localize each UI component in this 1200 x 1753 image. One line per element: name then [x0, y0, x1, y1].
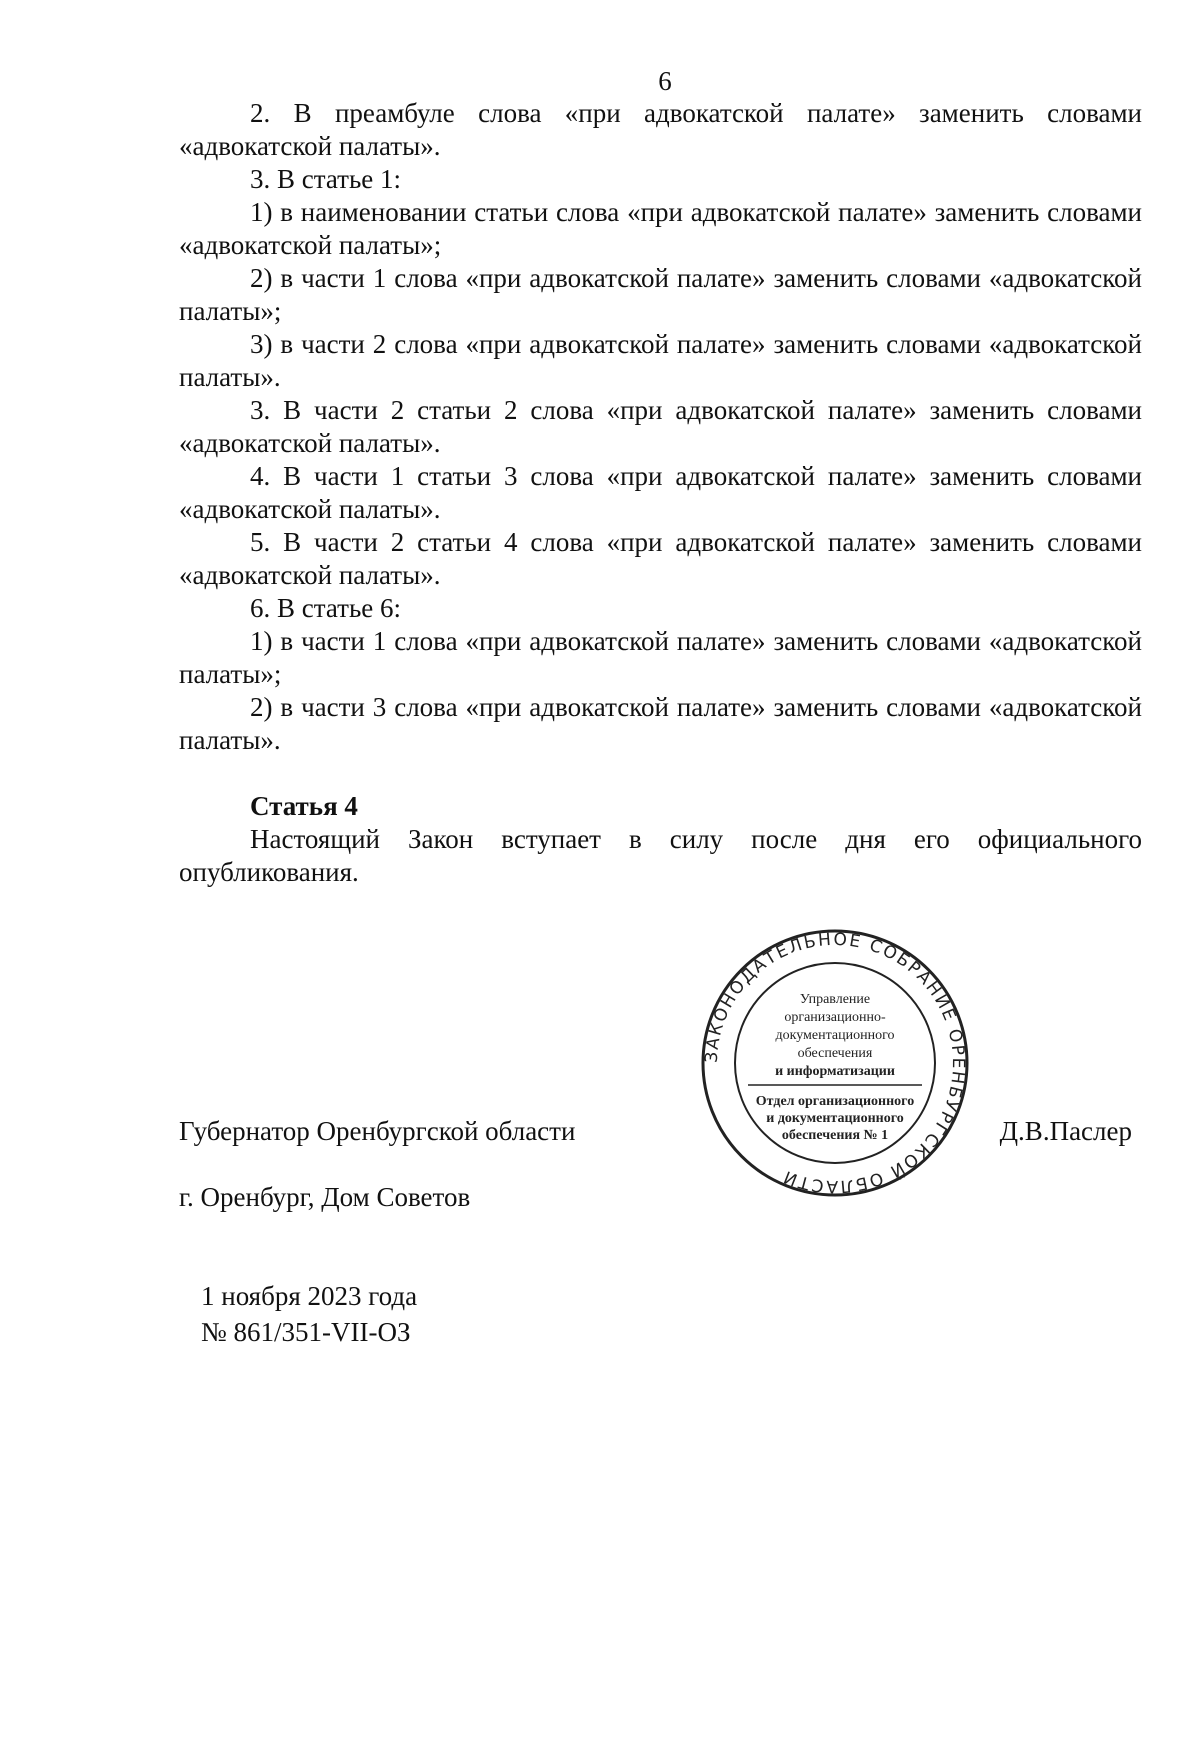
- paragraph: 3. В статье 1:: [250, 164, 402, 194]
- document-body: [179, 97, 1142, 889]
- seal-line: документационного: [775, 1028, 895, 1043]
- seal-line: и документационного: [766, 1111, 904, 1126]
- seal-ring-text: ЗАКОНОДАТЕЛЬНОЕ СОБРАНИЕ ОРЕНБУРГСКОЙ ОБЛАСТИ: [701, 929, 969, 1197]
- paragraph: 3) в части 2 слова «при адвокатской палате» заменить словами «адвокатской палаты».: [179, 329, 1142, 392]
- paragraph: 1) в части 1 слова «при адвокатской палате» заменить словами «адвокатской палаты»;: [179, 626, 1142, 689]
- paragraph: 3. В части 2 статьи 2 слова «при адвокатской палате» заменить словами «адвокатской палаты».: [179, 395, 1142, 458]
- paragraph: 1) в наименовании статьи слова «при адвокатской палате» заменить словами «адвокатской палаты»;: [179, 197, 1142, 260]
- paragraph: 4. В части 1 статьи 3 слова «при адвокатской палате» заменить словами «адвокатской палаты».: [179, 461, 1142, 524]
- signing-place: г. Оренбург, Дом Советов: [179, 1182, 471, 1212]
- paragraph: 6. В статье 6:: [250, 593, 402, 623]
- article-heading: Статья 4: [250, 791, 358, 821]
- paragraph: 2) в части 1 слова «при адвокатской палате» заменить словами «адвокатской палаты»;: [179, 263, 1142, 326]
- paragraph: 2. В преамбуле слова «при адвокатской палате» заменить словами «адвокатской палаты».: [179, 98, 1142, 161]
- paragraph: 2) в части 3 слова «при адвокатской палате» заменить словами «адвокатской палаты».: [179, 692, 1142, 755]
- seal-line: Управление: [799, 992, 871, 1007]
- seal-line: Отдел организационного: [755, 1094, 915, 1109]
- seal-line: обеспечения: [797, 1046, 873, 1061]
- document-date: 1 ноября 2023 года: [201, 1281, 418, 1311]
- date-number-block: [201, 1278, 417, 1350]
- official-seal: [700, 928, 970, 1198]
- seal-line: и информатизации: [775, 1064, 895, 1079]
- seal-line: обеспечения № 1: [781, 1128, 889, 1143]
- signatory-title: Губернатор Оренбургской области: [179, 1116, 576, 1146]
- signatory-name: Д.В.Паслер: [999, 1116, 1132, 1146]
- page-number: 6: [658, 66, 672, 96]
- article-text: Настоящий Закон вступает в силу после дня его официального опубликования.: [179, 824, 1142, 887]
- paragraph: 5. В части 2 статьи 4 слова «при адвокатской палате» заменить словами «адвокатской палаты».: [179, 527, 1142, 590]
- seal-line: организационно-: [784, 1010, 886, 1025]
- document-number: № 861/351-VII-ОЗ: [201, 1317, 411, 1347]
